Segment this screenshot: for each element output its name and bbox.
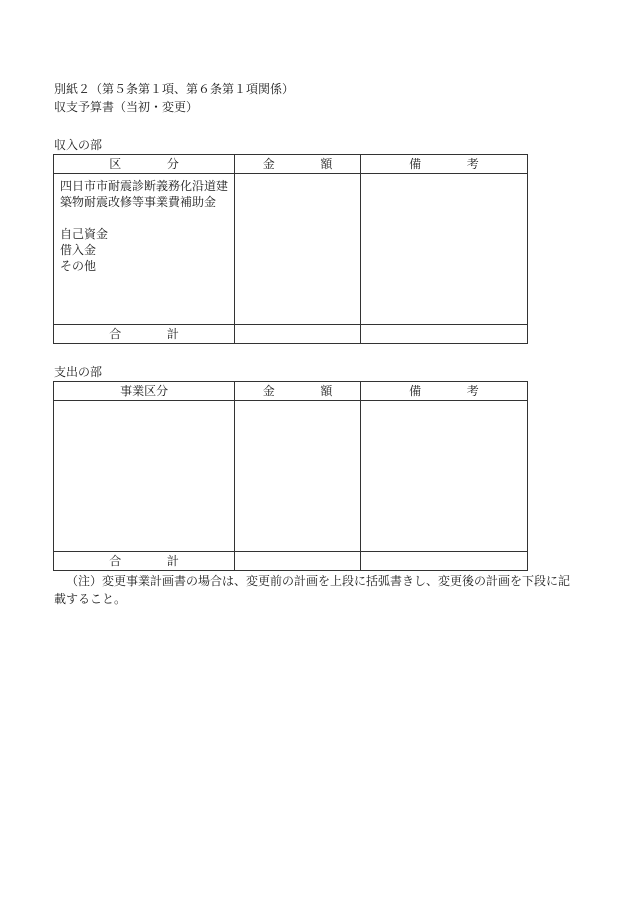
expense-section-label: 支出の部 [54, 365, 103, 379]
income-col-amount: 金 額 [235, 155, 361, 174]
form-reference: 別紙２（第５条第１項、第６条第１項関係） [54, 82, 295, 96]
income-source-line: 借入金 [60, 243, 97, 257]
expense-total-remarks-cell[interactable] [360, 552, 527, 571]
expense-total-row [54, 552, 528, 571]
income-header-row [54, 155, 528, 174]
income-total-remarks-cell[interactable] [360, 325, 527, 344]
income-source-line: 自己資金 [60, 227, 109, 241]
expense-category-cell[interactable] [54, 401, 235, 552]
document-title: 収支予算書（当初・変更） [54, 100, 199, 114]
income-total-amount-cell[interactable] [235, 325, 361, 344]
income-col-remarks: 備 考 [360, 155, 527, 174]
expense-col-category: 事業区分 [54, 382, 235, 401]
income-category-cell [54, 174, 235, 325]
footnote: （注）変更事業計画書の場合は、変更前の計画を上段に括弧書きし、変更後の計画を下段に記載すること。 [54, 574, 571, 606]
expense-total-label: 合 計 [54, 552, 235, 571]
income-amount-cell[interactable] [235, 174, 361, 325]
expense-table [53, 381, 528, 571]
income-table [53, 154, 528, 344]
expense-remarks-cell[interactable] [360, 401, 527, 552]
income-body-row [54, 174, 528, 325]
income-source-line: 築物耐震改修等事業費補助金 [60, 195, 217, 209]
expense-header-row [54, 382, 528, 401]
expense-body-row [54, 401, 528, 552]
expense-col-remarks: 備 考 [360, 382, 527, 401]
income-total-row [54, 325, 528, 344]
income-source-line: 四日市市耐震診断義務化沿道建 [60, 179, 229, 193]
income-source-gap [60, 210, 234, 226]
expense-amount-cell[interactable] [235, 401, 361, 552]
income-source-line: その他 [60, 259, 97, 273]
expense-total-amount-cell[interactable] [235, 552, 361, 571]
expense-col-amount: 金 額 [235, 382, 361, 401]
income-section-label: 収入の部 [54, 138, 103, 152]
income-remarks-cell[interactable] [360, 174, 527, 325]
income-col-category: 区 分 [54, 155, 235, 174]
income-total-label: 合 計 [54, 325, 235, 344]
